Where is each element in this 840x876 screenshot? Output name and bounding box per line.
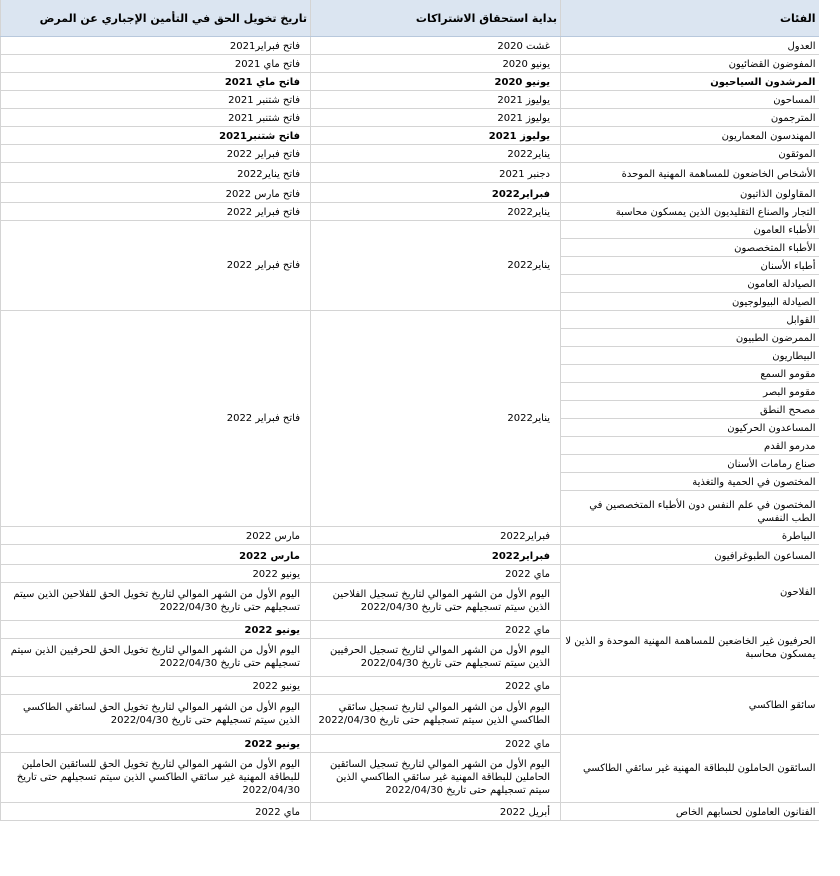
- category-cell[interactable]: مصحح النطق: [561, 401, 819, 419]
- start-cell[interactable]: أبريل 2022: [311, 803, 561, 821]
- start-cell[interactable]: فبراير2022: [311, 545, 561, 565]
- right-cell[interactable]: فاتح فبراير2021: [1, 37, 311, 55]
- category-cell[interactable]: سائقو الطاكسي: [561, 677, 819, 735]
- right-cell[interactable]: فاتح مارس 2022: [1, 183, 311, 203]
- right-cell[interactable]: مارس 2022: [1, 527, 311, 545]
- category-cell[interactable]: المساعون الطبوغرافيون: [561, 545, 819, 565]
- start-cell[interactable]: غشت 2020: [311, 37, 561, 55]
- category-cell[interactable]: الحرفيون غير الخاضعين للمساهمة المهنية الموحدة و الذين لا يمسكون محاسبة: [561, 621, 819, 677]
- header-right[interactable]: تاريخ تخويل الحق في التأمين الإجباري عن المرض: [1, 0, 311, 37]
- category-cell[interactable]: الموثقون: [561, 145, 819, 163]
- category-cell[interactable]: الأطباء العامون: [561, 221, 819, 239]
- right-cell[interactable]: مارس 2022: [1, 545, 311, 565]
- start-note-cell[interactable]: اليوم الأول من الشهر الموالي لتاريخ تسجيل الفلاحين الذين سيتم تسجيلهم حتى تاريخ 2022/04/30: [311, 583, 561, 621]
- table-row: [1, 621, 819, 639]
- category-cell[interactable]: العدول: [561, 37, 819, 55]
- category-cell[interactable]: مقومو البصر: [561, 383, 819, 401]
- category-cell[interactable]: الأشخاص الخاضعون للمساهمة المهنية الموحدة: [561, 163, 819, 183]
- start-cell[interactable]: ماي 2022: [311, 565, 561, 583]
- category-cell[interactable]: مدرمو القدم: [561, 437, 819, 455]
- header-categories[interactable]: الفئات: [561, 0, 819, 37]
- table-row: [1, 37, 819, 55]
- right-cell[interactable]: يونيو 2022: [1, 621, 311, 639]
- category-cell[interactable]: المختصون في علم النفس دون الأطباء المتخصصين في الطب النفسي: [561, 491, 819, 527]
- category-cell[interactable]: البياطرة: [561, 527, 819, 545]
- start-cell[interactable]: يناير2022: [311, 203, 561, 221]
- category-cell[interactable]: المهندسون المعماريون: [561, 127, 819, 145]
- category-cell[interactable]: المختصون في الحمية والتغذية: [561, 473, 819, 491]
- right-cell[interactable]: ماي 2022: [1, 803, 311, 821]
- right-cell[interactable]: فاتح فبراير 2022: [1, 221, 311, 311]
- table-row: [1, 91, 819, 109]
- right-cell[interactable]: فاتح ماي 2021: [1, 73, 311, 91]
- start-cell[interactable]: دجنبر 2021: [311, 163, 561, 183]
- category-cell[interactable]: المفوضون القضائيون: [561, 55, 819, 73]
- right-cell[interactable]: يونيو 2022: [1, 735, 311, 753]
- table-row: [1, 803, 819, 821]
- header-row: [1, 0, 819, 37]
- table-row: [1, 677, 819, 695]
- right-cell[interactable]: فاتح فبراير 2022: [1, 311, 311, 527]
- table-row: [1, 55, 819, 73]
- table-row: [1, 183, 819, 203]
- start-cell[interactable]: يوليوز 2021: [311, 127, 561, 145]
- right-note-cell[interactable]: اليوم الأول من الشهر الموالي لتاريخ تخويل الحق لسائقي الطاكسي الذين سيتم تسجيلهم حتى تاريخ 2022/04/30: [1, 695, 311, 735]
- right-note-cell[interactable]: اليوم الأول من الشهر الموالي لتاريخ تخويل الحق للحرفيين الذين سيتم تسجيلهم حتى تاريخ 2022/04/30: [1, 639, 311, 677]
- start-note-cell[interactable]: اليوم الأول من الشهر الموالي لتاريخ تسجيل سائقي الطاكسي الذين سيتم تسجيلهم حتى تاريخ 2022/04/30: [311, 695, 561, 735]
- right-cell[interactable]: فاتح شتنبر 2021: [1, 91, 311, 109]
- category-cell[interactable]: الفلاحون: [561, 565, 819, 621]
- start-cell[interactable]: يناير2022: [311, 221, 561, 311]
- table-row: [1, 203, 819, 221]
- category-cell[interactable]: أطباء الأسنان: [561, 257, 819, 275]
- right-note-cell[interactable]: اليوم الأول من الشهر الموالي لتاريخ تخويل الحق للفلاحين الذين سيتم تسجيلهم حتى تاريخ 2022/04/30: [1, 583, 311, 621]
- start-cell[interactable]: ماي 2022: [311, 621, 561, 639]
- right-cell[interactable]: فاتح شتنبر 2021: [1, 109, 311, 127]
- table-row: [1, 163, 819, 183]
- table-row: [1, 735, 819, 753]
- category-cell[interactable]: الفنانون العاملون لحسابهم الخاص: [561, 803, 819, 821]
- start-cell[interactable]: يوليوز 2021: [311, 109, 561, 127]
- category-cell[interactable]: الصيادلة البيولوجيون: [561, 293, 819, 311]
- start-cell[interactable]: فبراير2022: [311, 183, 561, 203]
- start-note-cell[interactable]: اليوم الأول من الشهر الموالي لتاريخ تسجيل السائقين الحاملين للبطاقة المهنية غير سائقي الطاكسي الذين سيتم تسجيلهم حتى تاريخ 2022/04/30: [311, 753, 561, 803]
- category-cell[interactable]: المترجمون: [561, 109, 819, 127]
- table-row: [1, 545, 819, 565]
- right-cell[interactable]: فاتح يناير2022: [1, 163, 311, 183]
- category-cell[interactable]: التجار والصناع التقليديون الذين يمسكون محاسبة: [561, 203, 819, 221]
- start-cell[interactable]: يناير2022: [311, 311, 561, 527]
- start-cell[interactable]: فبراير2022: [311, 527, 561, 545]
- category-cell[interactable]: القوابل: [561, 311, 819, 329]
- category-cell[interactable]: المقاولون الذاتيون: [561, 183, 819, 203]
- table-row: [1, 145, 819, 163]
- start-cell[interactable]: يونيو 2020: [311, 55, 561, 73]
- start-note-cell[interactable]: اليوم الأول من الشهر الموالي لتاريخ تسجيل الحرفيين الذين سيتم تسجيلهم حتى تاريخ 2022/04/30: [311, 639, 561, 677]
- right-cell[interactable]: فاتح شتنبر2021: [1, 127, 311, 145]
- start-cell[interactable]: يناير2022: [311, 145, 561, 163]
- start-cell[interactable]: ماي 2022: [311, 677, 561, 695]
- category-cell[interactable]: الصيادلة العامون: [561, 275, 819, 293]
- category-cell[interactable]: المساعدون الحركيون: [561, 419, 819, 437]
- right-cell[interactable]: فاتح فبراير 2022: [1, 203, 311, 221]
- start-cell[interactable]: ماي 2022: [311, 735, 561, 753]
- right-cell[interactable]: يونيو 2022: [1, 677, 311, 695]
- category-cell[interactable]: مقومو السمع: [561, 365, 819, 383]
- table-row: [1, 109, 819, 127]
- right-cell[interactable]: يونيو 2022: [1, 565, 311, 583]
- category-cell[interactable]: السائقون الحاملون للبطاقة المهنية غير سائقي الطاكسي: [561, 735, 819, 803]
- table-row: [1, 221, 819, 239]
- category-cell[interactable]: الأطباء المتخصصون: [561, 239, 819, 257]
- category-cell[interactable]: الممرضون الطبيون: [561, 329, 819, 347]
- right-cell[interactable]: فاتح فبراير 2022: [1, 145, 311, 163]
- table-row: [1, 127, 819, 145]
- table-row: [1, 565, 819, 583]
- category-cell[interactable]: البيطاريون: [561, 347, 819, 365]
- start-cell[interactable]: يوليوز 2021: [311, 91, 561, 109]
- category-cell[interactable]: المساحون: [561, 91, 819, 109]
- start-cell[interactable]: يونيو 2020: [311, 73, 561, 91]
- table-row: [1, 311, 819, 329]
- category-cell[interactable]: المرشدون السياحيون: [561, 73, 819, 91]
- table-row: [1, 73, 819, 91]
- right-note-cell[interactable]: اليوم الأول من الشهر الموالي لتاريخ تخويل الحق للسائقين الحاملين للبطاقة المهنية غير سائقي الطاكسي الذين سيتم تسجيلهم حتى تاريخ 2022/04/30: [1, 753, 311, 803]
- header-start[interactable]: بداية استحقاق الاشتراكات: [311, 0, 561, 37]
- table-row: [1, 527, 819, 545]
- category-cell[interactable]: صناع رمامات الأسنان: [561, 455, 819, 473]
- right-cell[interactable]: فاتح ماي 2021: [1, 55, 311, 73]
